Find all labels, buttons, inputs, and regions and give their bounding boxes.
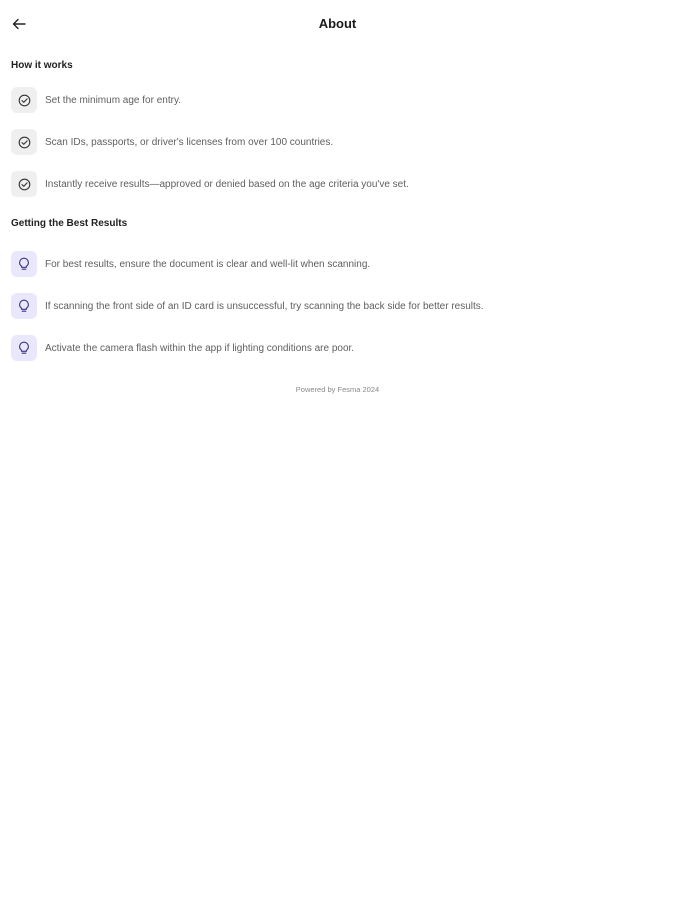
lightbulb-icon (18, 341, 30, 355)
list-item (11, 293, 484, 319)
page-title: About (318, 16, 357, 31)
list-item-text: For best results, ensure the document is clear and well-lit when scanning. (45, 258, 371, 270)
list-item (11, 251, 370, 277)
powered-by-footer: Powered by Fesma 2024 (295, 385, 380, 394)
lightbulb-icon (18, 257, 30, 271)
list-item-text: Activate the camera flash within the app if lighting conditions are poor. (45, 342, 355, 354)
check-circle-icon (18, 136, 31, 149)
section-title-best-results: Getting the Best Results (11, 218, 128, 229)
list-item (11, 129, 333, 155)
list-item (11, 171, 409, 197)
list-item-text: Instantly receive results—approved or denied based on the age criteria you've set. (45, 178, 409, 190)
section-title-how-it-works: How it works (11, 60, 73, 71)
header-bar (0, 0, 675, 48)
lightbulb-icon (18, 299, 30, 313)
check-circle-icon (18, 178, 31, 191)
tip-icon-container (11, 335, 37, 361)
step-icon-container (11, 129, 37, 155)
list-item-text: Set the minimum age for entry. (45, 94, 181, 106)
tip-icon-container (11, 251, 37, 277)
list-item-text: Scan IDs, passports, or driver's licenses from over 100 countries. (45, 136, 334, 148)
list-item (11, 87, 181, 113)
tip-icon-container (11, 293, 37, 319)
list-item-text: If scanning the front side of an ID card is unsuccessful, try scanning the back side for better results. (45, 300, 484, 312)
step-icon-container (11, 171, 37, 197)
list-item (11, 335, 354, 361)
step-icon-container (11, 87, 37, 113)
check-circle-icon (18, 94, 31, 107)
